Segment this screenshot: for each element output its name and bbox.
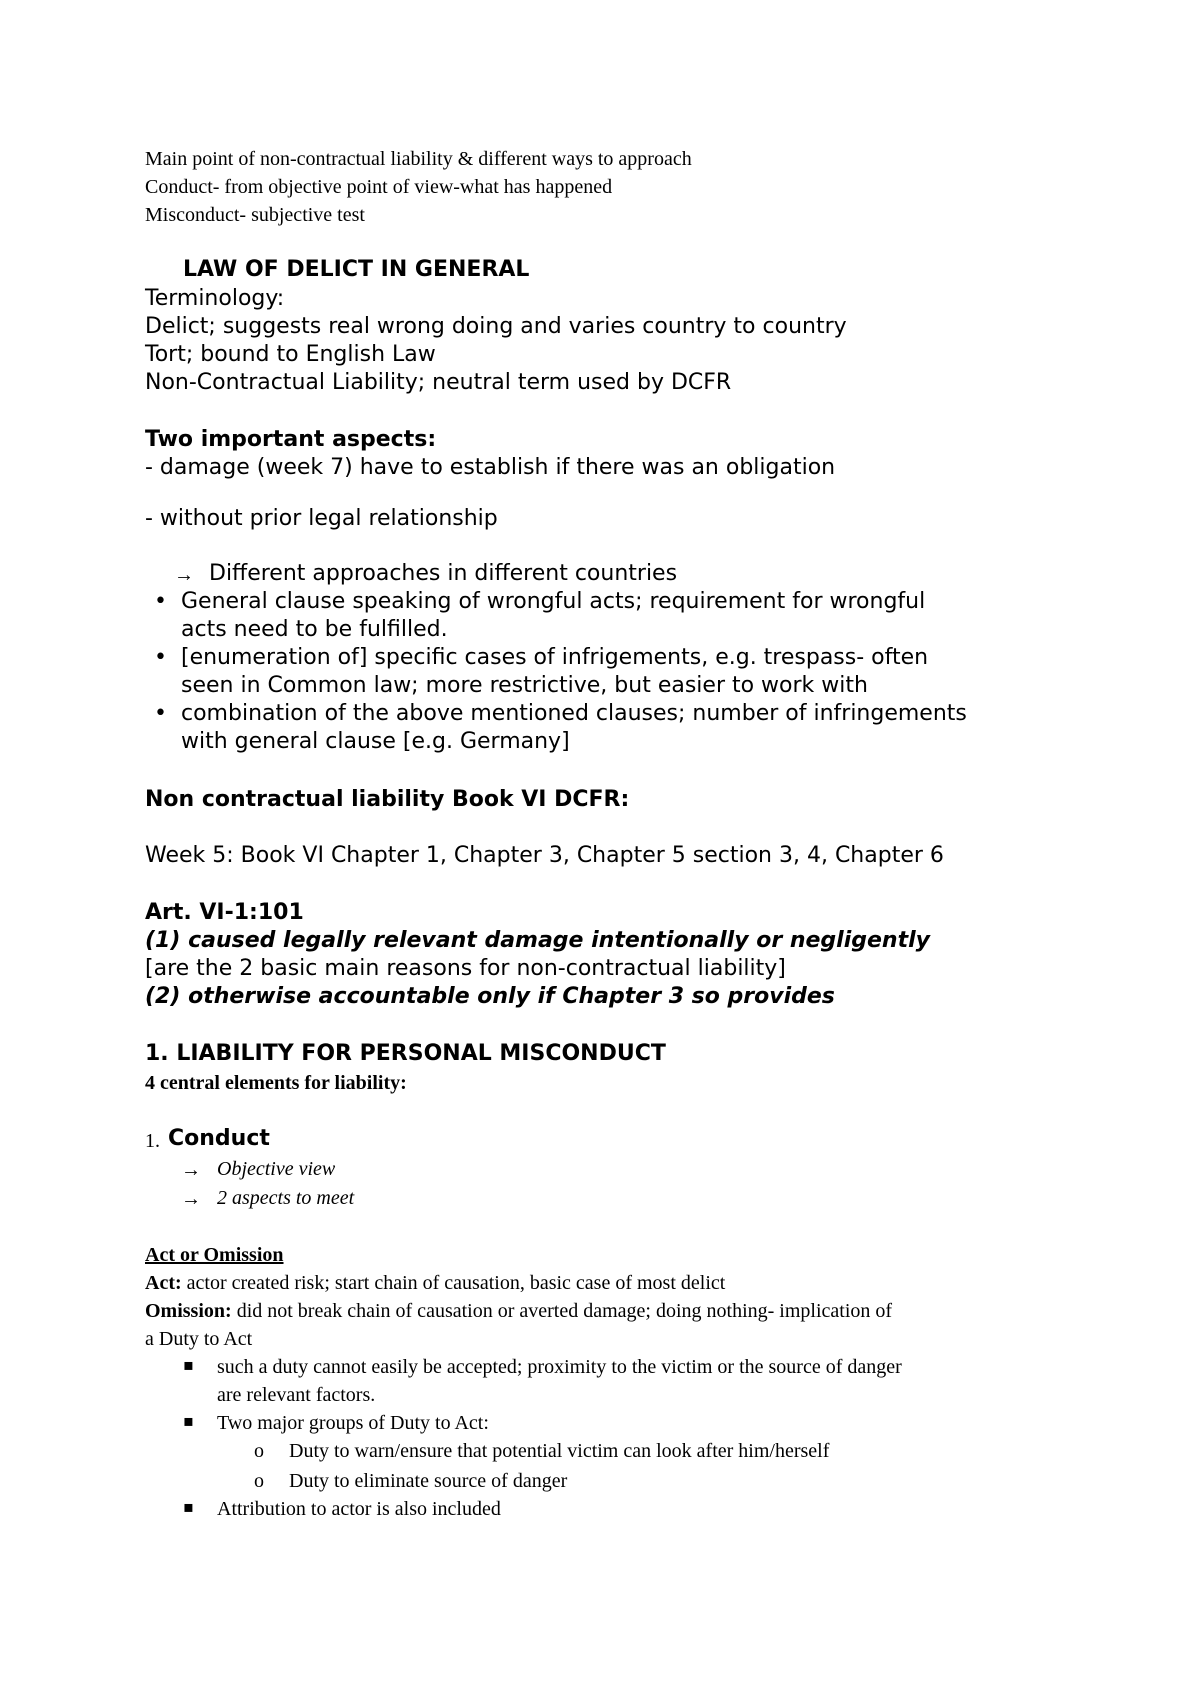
article-line-2: [are the 2 basic main reasons for non-contractual liability] — [145, 956, 786, 981]
law-heading: LAW OF DELICT IN GENERAL — [183, 257, 530, 282]
tort-line: Tort; bound to English Law — [145, 342, 436, 367]
bullet-1-line-2: acts need to be fulfilled. — [181, 617, 448, 642]
square-bullet-icon: ▪ — [183, 1355, 194, 1374]
bullet-2-line-1: [enumeration of] specific cases of infrigements, e.g. trespass- often — [181, 645, 929, 670]
ncl-line: Non-Contractual Liability; neutral term used by DCFR — [145, 370, 732, 395]
duty-bullet-2: Two major groups of Duty to Act: — [217, 1412, 489, 1434]
conduct-point-1: Objective view — [217, 1158, 336, 1180]
terminology-label: Terminology: — [145, 286, 285, 311]
omission-line — [145, 1301, 892, 1321]
duty-sub-2: Duty to eliminate source of danger — [289, 1470, 568, 1492]
circle-bullet-icon: o — [254, 1440, 264, 1462]
intro-line-3: Misconduct- subjective test — [145, 204, 365, 226]
conduct-point-2: 2 aspects to meet — [217, 1187, 355, 1209]
bullet-icon: • — [154, 701, 167, 726]
approaches-line: Different approaches in different countries — [209, 561, 678, 586]
bullet-icon: • — [154, 589, 167, 614]
act-label: Act: — [145, 1272, 182, 1294]
omission-text: did not break chain of causation or averted damage; doing nothing- implication of — [231, 1300, 893, 1322]
circle-bullet-icon: o — [254, 1470, 264, 1492]
omission-label: Omission: — [145, 1300, 232, 1322]
duty-bullet-3: Attribution to actor is also included — [217, 1498, 501, 1520]
intro-line-2: Conduct- from objective point of view-what has happened — [145, 176, 613, 198]
act-omission-heading: Act or Omission — [145, 1244, 284, 1266]
aspect-item-2: - without prior legal relationship — [145, 506, 498, 531]
article-title: Art. VI-1:101 — [145, 900, 304, 925]
bullet-2-line-2: seen in Common law; more restrictive, but easier to work with — [181, 673, 868, 698]
week-line: Week 5: Book VI Chapter 1, Chapter 3, Chapter 5 section 3, 4, Chapter 6 — [145, 843, 944, 868]
bullet-3-line-1: combination of the above mentioned clauses; number of infringements — [181, 701, 967, 726]
omission-continuation: a Duty to Act — [145, 1328, 253, 1350]
intro-line-1: Main point of non-contractual liability & different ways to approach — [145, 148, 692, 170]
act-line — [145, 1273, 725, 1293]
bullet-1-line-1: General clause speaking of wrongful acts; requirement for wrongful — [181, 589, 926, 614]
bullet-3-line-2: with general clause [e.g. Germany] — [181, 729, 570, 754]
square-bullet-icon: ▪ — [183, 1497, 194, 1516]
duty-sub-1: Duty to warn/ensure that potential victim can look after him/herself — [289, 1440, 830, 1462]
book-heading: Non contractual liability Book VI DCFR: — [145, 787, 630, 812]
arrow-icon: → — [181, 1188, 201, 1210]
arrow-icon: → — [174, 564, 194, 586]
liability-heading: 1. LIABILITY FOR PERSONAL MISCONDUCT — [145, 1041, 666, 1066]
aspect-item-1: - damage (week 7) have to establish if there was an obligation — [145, 455, 836, 480]
conduct-heading: Conduct — [168, 1126, 270, 1151]
article-line-1: (1) caused legally relevant damage intentionally or negligently — [145, 928, 930, 953]
liability-subheading: 4 central elements for liability: — [145, 1072, 407, 1094]
article-line-3: (2) otherwise accountable only if Chapter 3 so provides — [145, 984, 835, 1009]
delict-line: Delict; suggests real wrong doing and varies country to country — [145, 314, 847, 339]
duty-bullet-1-line-1: such a duty cannot easily be accepted; proximity to the victim or the source of danger — [217, 1356, 902, 1378]
arrow-icon: → — [181, 1159, 201, 1181]
aspects-heading: Two important aspects: — [145, 427, 437, 452]
duty-bullet-1-line-2: are relevant factors. — [217, 1384, 376, 1406]
conduct-number: 1. — [145, 1130, 160, 1152]
act-text: actor created risk; start chain of causation, basic case of most delict — [181, 1272, 726, 1294]
square-bullet-icon: ▪ — [183, 1411, 194, 1430]
bullet-icon: • — [154, 645, 167, 670]
